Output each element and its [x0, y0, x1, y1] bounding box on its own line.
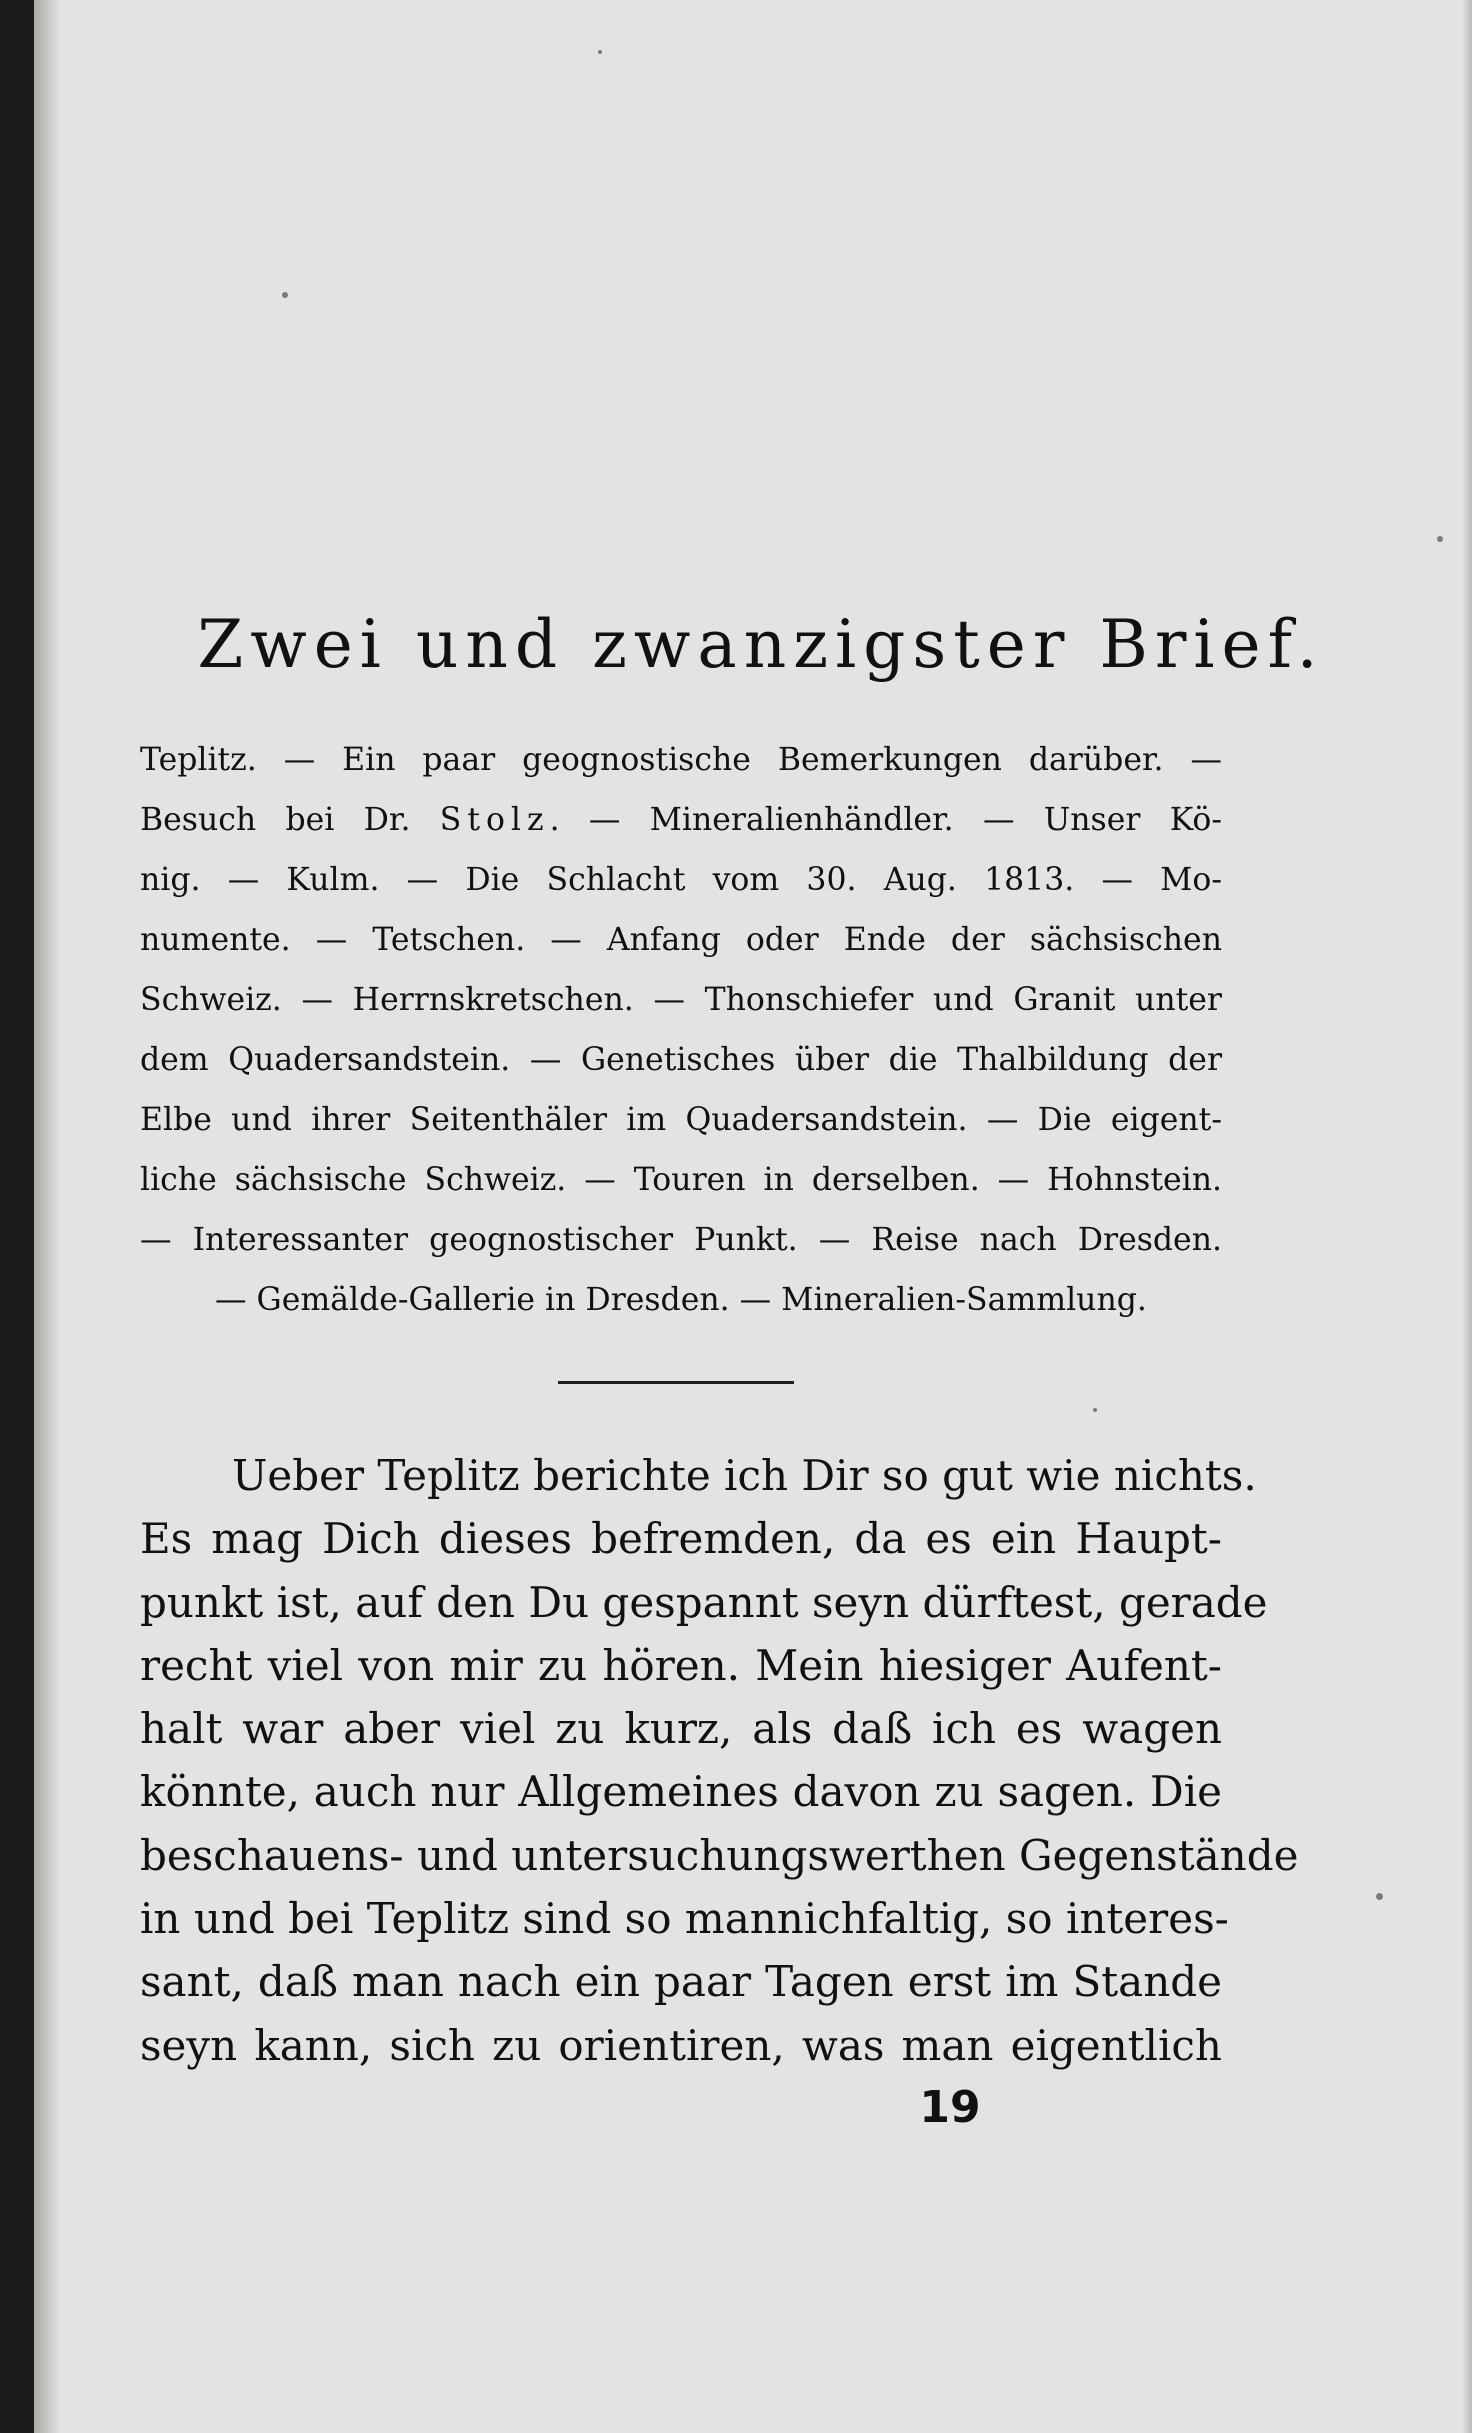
- summary-line: numente. — Tetschen. — Anfang oder Ende der sächsischen: [140, 922, 1222, 958]
- summary-line: Besuch bei Dr. Stolz. — Mineralienhändler. — Unser Kö-: [140, 802, 1222, 838]
- summary-line: Schweiz. — Herrnskretschen. — Thonschiefer und Granit unter: [140, 982, 1222, 1018]
- summary-line: dem Quadersandstein. — Genetisches über die Thalbildung der: [140, 1042, 1222, 1078]
- text-line: in und bei Teplitz sind so mannichfaltig, so interes-: [140, 1894, 1229, 1944]
- paper-speck: [1437, 536, 1443, 542]
- summary-line: — Gemälde-Gallerie in Dresden. — Mineralien-Sammlung.: [215, 1282, 1147, 1318]
- chapter-summary: [140, 730, 1222, 1330]
- page-number: 19: [919, 2082, 981, 2133]
- text-line: halt war aber viel zu kurz, als daß ich es wagen: [140, 1704, 1222, 1754]
- summary-line: liche sächsische Schweiz. — Touren in derselben. — Hohnstein.: [140, 1162, 1222, 1198]
- text-line: Es mag Dich dieses befremden, da es ein Haupt-: [140, 1514, 1222, 1564]
- text-line: sant, daß man nach ein paar Tagen erst im Stande: [140, 1957, 1222, 2007]
- chapter-title: Zwei und zwanzigster Brief.: [197, 606, 1325, 683]
- summary-line: Elbe und ihrer Seitenthäler im Quadersandstein. — Die eigent-: [140, 1102, 1222, 1138]
- book-spine-edge: [0, 0, 34, 2433]
- summary-line: nig. — Kulm. — Die Schlacht vom 30. Aug. 1813. — Mo-: [140, 862, 1222, 898]
- text-line: beschauens- und untersuchungswerthen Gegenstände: [140, 1830, 1299, 1880]
- paper-speck: [598, 50, 602, 54]
- text-line: punkt ist, auf den Du gespannt seyn dürftest, gerade: [140, 1577, 1268, 1627]
- summary-line: Teplitz. — Ein paar geognostische Bemerkungen darüber. —: [140, 742, 1222, 778]
- text-line: Ueber Teplitz berichte ich Dir so gut wie nichts.: [232, 1451, 1257, 1500]
- paper-speck: [1376, 1893, 1383, 1900]
- summary-line: — Interessanter geognostischer Punkt. — Reise nach Dresden.: [140, 1222, 1222, 1258]
- text-line: recht viel von mir zu hören. Mein hiesiger Aufent-: [140, 1640, 1222, 1690]
- text-line: seyn kann, sich zu orientiren, was man eigentlich: [140, 2020, 1222, 2070]
- paper-speck: [282, 292, 288, 298]
- paper-speck: [1093, 1408, 1097, 1412]
- section-divider: [558, 1381, 794, 1384]
- text-line: könnte, auch nur Allgemeines davon zu sagen. Die: [140, 1767, 1222, 1817]
- page-right-edge: [1462, 0, 1472, 2433]
- gutter-shadow: [34, 0, 60, 2433]
- body-paragraph: [140, 1444, 1299, 2077]
